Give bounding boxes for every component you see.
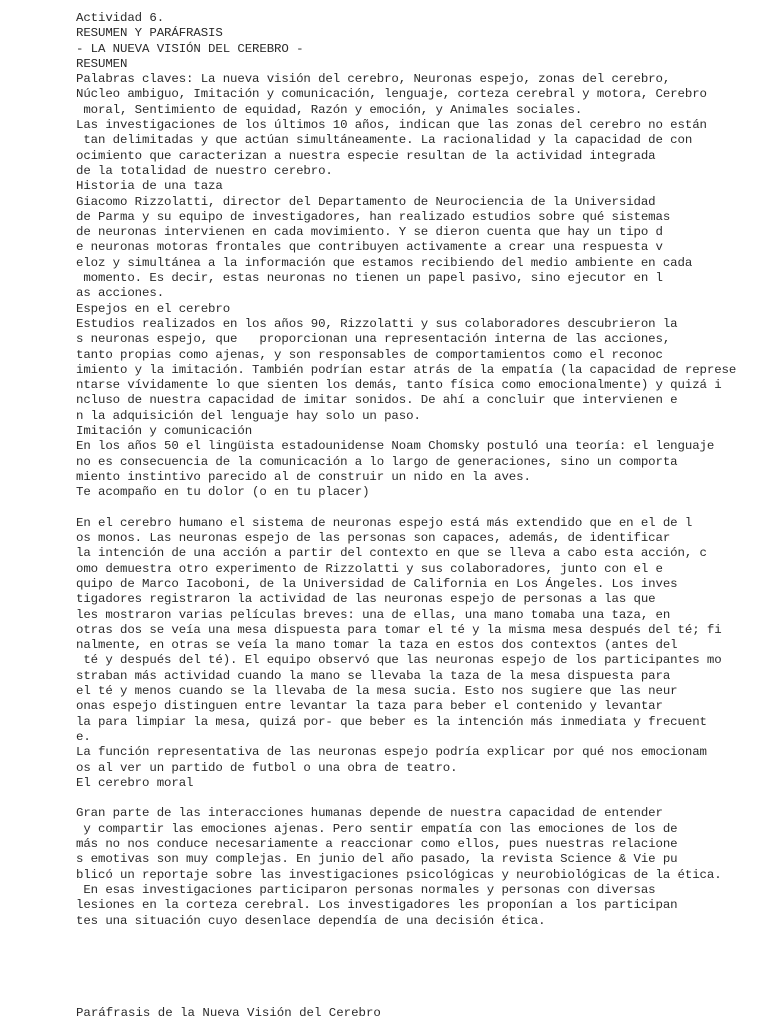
document-body — [76, 11, 756, 929]
paragraph-line: la intención de una acción a partir del contexto en que se lleva a cabo esta acción, c — [76, 546, 707, 561]
paragraph-line: Gran parte de las interacciones humanas depende de nuestra capacidad de entender — [76, 806, 663, 821]
paragraph-line: n la adquisición del lenguaje hay solo un paso. — [76, 408, 421, 423]
paragraph-line: e. — [76, 729, 91, 744]
paragraph-line: tigadores registraron la actividad de las neuronas espejo de personas a las que — [76, 592, 656, 607]
paragraph-line: Estudios realizados en los años 90, Rizzolatti y sus colaboradores descubrieron la — [76, 316, 678, 331]
paragraph-line: s emotivas son muy complejas. En junio del año pasado, la revista Science & Vie pu — [76, 852, 678, 867]
intro-line: tan delimitadas y que actúan simultáneamente. La racionalidad y la capacidad de con — [76, 133, 693, 148]
section-heading: Te acompaño en tu dolor (o en tu placer) — [76, 485, 370, 500]
blank-line — [76, 501, 756, 516]
section-heading: Espejos en el cerebro — [76, 301, 231, 316]
paragraph-line: les mostraron varias películas breves: una de ellas, una mano tomaba una taza, en — [76, 607, 671, 622]
paragraph-line: miento instintivo parecido al de construir un nido en la aves. — [76, 469, 531, 484]
paragraph-line: tes una situación cuyo desenlace dependía de una decisión ética. — [76, 913, 546, 928]
paragraph-line: s neuronas espejo, que proporcionan una representación interna de las acciones, — [76, 332, 671, 347]
keywords-line: moral, Sentimiento de equidad, Razón y emoción, y Animales sociales. — [76, 102, 583, 117]
paragraph-line: e neuronas motoras frontales que contribuyen activamente a crear una respuesta v — [76, 240, 663, 255]
paragraph-line: tanto propias como ajenas, y son responsables de comportamientos como el reconoc — [76, 347, 663, 362]
paragraph-line: nalmente, en otras se veía la mano tomar la taza en estos dos contextos (antes del — [76, 638, 678, 653]
paragraph-line: momento. Es decir, estas neuronas no tienen un papel pasivo, sino ejecutor en l — [76, 271, 663, 286]
paragraph-line: no es consecuencia de la comunicación a lo largo de generaciones, sino un comporta — [76, 454, 678, 469]
paragraph-line: lesiones en la corteza cerebral. Los investigadores les proponían a los participan — [76, 898, 678, 913]
paragraph-line: straban más actividad cuando la mano se llevaba la taza de la mesa dispuesta para — [76, 668, 671, 683]
paragraph-line: blicó un reportaje sobre las investigaciones psicológicas y neurobiológicas de la ética. — [76, 867, 722, 882]
section-heading: Imitación y comunicación — [76, 424, 253, 439]
paragraph-line: En los años 50 el lingüista estadounidense Noam Chomsky postuló una teoría: el lenguaje — [76, 439, 715, 454]
paragraph-line: otras dos se veía una mesa dispuesta para tomar el té y la misma mesa después del té; fi — [76, 622, 722, 637]
paragraph-line: ncluso de nuestra capacidad de imitar sonidos. De ahí a concluir que intervienen e — [76, 393, 678, 408]
paragraph-line: imiento y la imitación. También podrían estar atrás de la empatía (la capacidad de represe — [76, 362, 737, 377]
keywords-line: Núcleo ambiguo, Imitación y comunicación, lenguaje, corteza cerebral y motora, Cerebro — [76, 87, 707, 102]
keywords-line: Palabras claves: La nueva visión del cerebro, Neuronas espejo, zonas del cerebro, — [76, 72, 671, 87]
activity-title: Actividad 6. — [76, 11, 165, 25]
paragraph-line: En el cerebro humano el sistema de neuronas espejo está más extendido que en el de l — [76, 515, 693, 530]
intro-line: ocimiento que caracterizan a nuestra especie resultan de la actividad integrada — [76, 148, 656, 163]
paragraph-line: Giacomo Rizzolatti, director del Departamento de Neurociencia de la Universidad — [76, 194, 656, 209]
summary-heading: RESUMEN — [76, 56, 128, 71]
paragraph-line: omo demuestra otro experimento de Rizzolatti y sus colaboradores, junto con el e — [76, 561, 663, 576]
paragraph-line: os al ver un partido de futbol o una obra de teatro. — [76, 760, 458, 775]
paragraph-line: La función representativa de las neuronas espejo podría explicar por qué nos emocionam — [76, 745, 707, 760]
blank-line — [76, 791, 756, 806]
paragraph-line: más no nos conduce necesariamente a reaccionar como ellos, pues nuestras relacione — [76, 837, 678, 852]
paragraph-line: quipo de Marco Iacoboni, de la Universidad de California en Los Ángeles. Los inves — [76, 576, 678, 591]
paraphrase-heading: Paráfrasis de la Nueva Visión del Cerebro — [76, 1006, 381, 1020]
paragraph-line: de neuronas intervienen en cada movimiento. Y se dieron cuenta que hay un tipo d — [76, 225, 663, 240]
paragraph-line: y compartir las emociones ajenas. Pero sentir empatía con las emociones de los de — [76, 821, 678, 836]
paragraph-line: el té y menos cuando se la llevaba de la mesa sucia. Esto nos sugiere que las neur — [76, 684, 678, 699]
paragraph-line: ntarse vívidamente lo que sienten los demás, tanto física como emocionalmente) y quizá i — [76, 378, 722, 393]
paragraph-line: eloz y simultánea a la información que estamos recibiendo del medio ambiente en cada — [76, 255, 693, 270]
intro-line: de la totalidad de nuestro cerebro. — [76, 163, 333, 178]
intro-line: Las investigaciones de los últimos 10 años, indican que las zonas del cerebro no están — [76, 118, 707, 133]
section-heading: El cerebro moral — [76, 775, 194, 790]
section-heading: Historia de una taza — [76, 179, 223, 194]
paragraph-line: En esas investigaciones participaron personas normales y personas con diversas — [76, 882, 656, 897]
paragraph-line: té y después del té). El equipo observó que las neuronas espejo de los participantes mo — [76, 653, 722, 668]
paragraph-line: os monos. Las neuronas espejo de las personas son capaces, además, de identificar — [76, 531, 671, 546]
document-subtitle: RESUMEN Y PARÁFRASIS — [76, 26, 223, 41]
paragraph-line: la para limpiar la mesa, quizá por- que beber es la intención más inmediata y frecuent — [76, 714, 707, 729]
paragraph-line: as acciones. — [76, 286, 165, 301]
paragraph-line: onas espejo distinguen entre levantar la taza para beber el contenido y levantar — [76, 699, 663, 714]
paragraph-line: de Parma y su equipo de investigadores, han realizado estudios sobre qué sistemas — [76, 209, 671, 224]
document-title: - LA NUEVA VISIÓN DEL CEREBRO - — [76, 41, 304, 56]
